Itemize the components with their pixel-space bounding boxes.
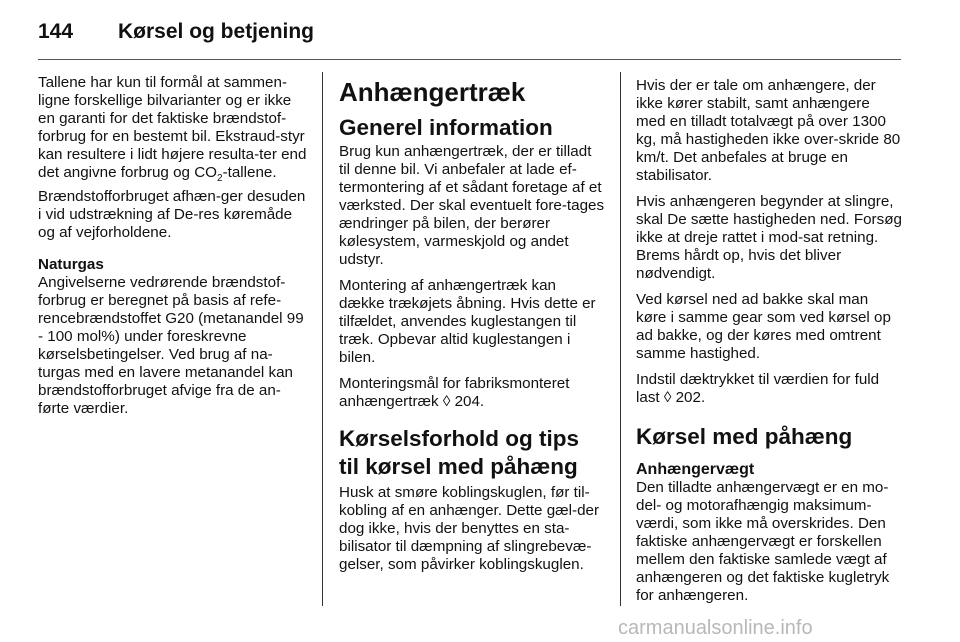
column-divider-1 bbox=[322, 72, 323, 606]
trailer-weight-paragraph: Den tilladte anhængervægt er en mo-del- og motorafhængig maksimum-værdi, som ikke må overskrides. Den faktiske anhængervægt er forskellen mellem den faktiske samlede vægt af anhængeren og det faktiske kugletryk for anhængeren. bbox=[636, 479, 890, 604]
trailer-paragraph-3: Ved kørsel ned ad bakke skal man køre i samme gear som ved kørsel op ad bakke, og der køres med omtrent samme hastighed. bbox=[636, 291, 891, 362]
coupling-paragraph: Husk at smøre koblingskuglen, før til-kobling af en anhænger. Dette gæl-der dog ikke, hvis der benyttes en sta-bilisator til dæmpning af slingrebevæ-gelser, som påvirker koblingskuglen. bbox=[339, 484, 600, 573]
naturgas-text: Angivelserne vedrørende brændstof-forbrug er beregnet på basis af refe-rencebrændstoffet G20 (metanandel 99 - 100 mol%) under foreskrevne kørselsbetingelser. Ved brug af na-turgas med en lavere metanandel kan brændstofforbruget afvige fra de an-førte værdier. bbox=[38, 274, 304, 418]
page-title: Kørsel og betjening bbox=[118, 20, 315, 43]
column-left bbox=[38, 74, 308, 418]
towbar-paragraph-2: Montering af anhængertræk kan dække trækøjets åbning. Hvis dette er tilfældet, anvendes kuglestangen til træk. Opbevar altid kuglestangen i bilen. bbox=[339, 277, 596, 366]
page-ref-icon: ◊ bbox=[442, 393, 451, 410]
page-ref-link[interactable]: 202. bbox=[675, 389, 706, 406]
naturgas-section bbox=[38, 256, 308, 418]
fuel-consumption-paragraph bbox=[38, 74, 308, 242]
subheading-trailer-weight: Anhængervægt bbox=[636, 461, 755, 478]
section-heading-towing: Kørsel med påhæng bbox=[636, 424, 853, 449]
subheading-general-info: Generel information bbox=[339, 115, 553, 140]
watermark: carmanualsonline.info bbox=[618, 617, 813, 639]
column-right bbox=[636, 77, 902, 613]
fuel-text-part2: -tallene. Brændstofforbruget afhæn-ger desuden i vid udstrækning af De-res køremåde og af vejforholdene. bbox=[38, 164, 306, 242]
header-rule bbox=[38, 59, 901, 60]
towbar-paragraph-3 bbox=[339, 375, 605, 411]
co2-subscript: 2 bbox=[217, 173, 223, 185]
page-number: 144 bbox=[38, 20, 74, 43]
trailer-p4-text: Indstil dæktrykket til værdien for fuld last bbox=[636, 371, 880, 406]
column-middle bbox=[339, 76, 605, 582]
section-heading-driving-conditions: Kørselsforhold og tips til kørsel med påhæng bbox=[339, 426, 580, 479]
section-heading-towbar: Anhængertræk bbox=[339, 77, 526, 107]
page-ref-icon: ◊ bbox=[663, 389, 672, 406]
trailer-paragraph-1: Hvis der er tale om anhængere, der ikke kører stabilt, samt anhængere med en tilladt totalvægt på over 1300 kg, må hastigheden ikke over-skride 80 km/t. Det anbefales at bruge en stabilisator. bbox=[636, 77, 901, 184]
trailer-paragraph-4 bbox=[636, 371, 902, 407]
trailer-paragraph-2: Hvis anhængeren begynder at slingre, skal De sætte hastigheden ned. Forsøg ikke at dreje rattet i mod-sat retning. Brems hårdt op, hvis det bliver nødvendigt. bbox=[636, 193, 902, 282]
column-divider-2 bbox=[620, 72, 621, 606]
naturgas-heading: Naturgas bbox=[38, 256, 104, 274]
page-ref-link[interactable]: 204. bbox=[454, 393, 485, 410]
towbar-paragraph-1: Brug kun anhængertræk, der er tilladt til denne bil. Vi anbefaler at lade ef-termontering af et sådant foretage af et værksted. Der skal eventuelt fore-tages ændringer på bilen, der berører kølesystem, varmeskjold og andet udstyr. bbox=[339, 143, 605, 268]
fuel-text-part1: Tallene har kun til formål at sammen-ligne forskellige bilvarianter og er ikke en garanti for det faktiske brændstof-forbrug for en bestemt bil. Ekstraud-styr kan resultere i lidt højere resulta-ter end det angivne forbrug og CO bbox=[38, 74, 307, 181]
towbar-p3-text: Monteringsmål for fabriksmonteret anhængertræk bbox=[339, 375, 570, 410]
